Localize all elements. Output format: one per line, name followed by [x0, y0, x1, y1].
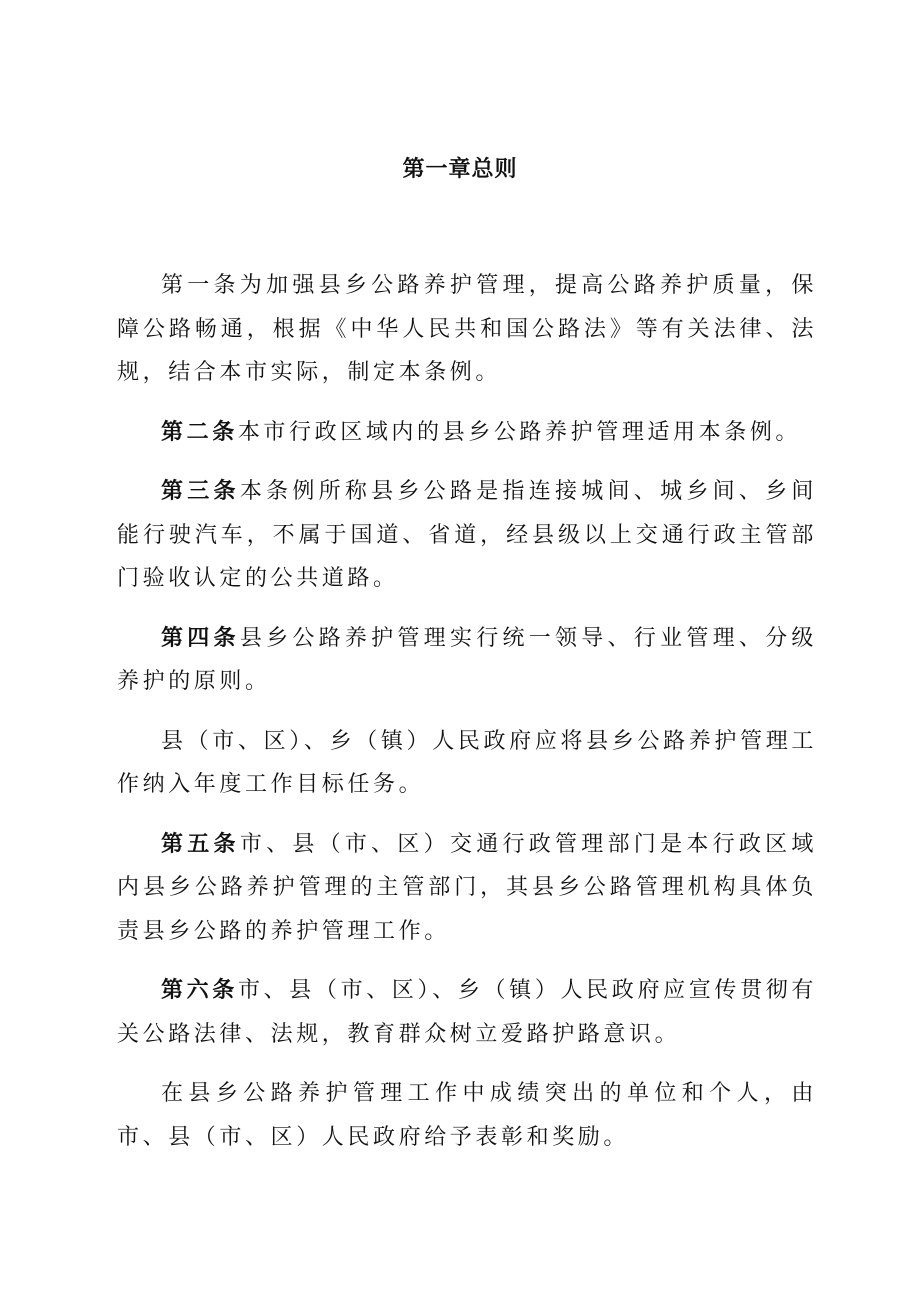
article-1-paragraph — [117, 264, 817, 395]
paragraph-text: 在县乡公路养护管理工作中成绩突出的单位和个人，由市、县（市、区）人民政府给予表彰和奖励。 — [117, 1081, 817, 1150]
paragraph-text: 市、县（市、区）、乡（镇）人民政府应宣传贯彻有关公路法律、法规，教育群众树立爱路护路意识。 — [117, 978, 817, 1047]
paragraph-text: 县乡公路养护管理实行统一领导、行业管理、分级养护的原则。 — [117, 625, 818, 694]
article-6-paragraph — [117, 969, 817, 1056]
article-4-continuation-paragraph — [117, 720, 817, 807]
paragraph-text: 第一条为加强县乡公路养护管理，提高公路养护质量，保障公路畅通，根据《中华人民共和国公路法》等有关法律、法规，结合本市实际，制定本条例。 — [117, 273, 817, 385]
article-6-continuation-paragraph — [117, 1072, 817, 1159]
article-label: 第三条 — [161, 479, 240, 504]
article-label: 第四条 — [161, 625, 240, 651]
article-label: 第二条 — [161, 419, 238, 445]
article-label: 第六条 — [161, 978, 238, 1003]
article-3-paragraph — [117, 470, 817, 601]
document-body — [117, 264, 817, 1175]
article-2-paragraph — [117, 411, 817, 455]
article-5-paragraph — [117, 823, 817, 954]
article-label: 第五条 — [161, 831, 240, 857]
paragraph-text: 市、县（市、区）交通行政管理部门是本行政区域内县乡公路养护管理的主管部门，其县乡公路管理机构具体负责县乡公路的养护管理工作。 — [117, 831, 818, 944]
paragraph-text: 本市行政区域内的县乡公路养护管理适用本条例。 — [237, 419, 802, 445]
article-4-paragraph — [117, 617, 817, 704]
chapter-title: 第一章总则 — [402, 157, 518, 182]
paragraph-text: 县（市、区）、乡（镇）人民政府应将县乡公路养护管理工作纳入年度工作目标任务。 — [117, 728, 817, 797]
paragraph-text: 本条例所称县乡公路是指连接城间、城乡间、乡间能行驶汽车，不属于国道、省道，经县级以上交通行政主管部门验收认定的公共道路。 — [117, 479, 818, 591]
